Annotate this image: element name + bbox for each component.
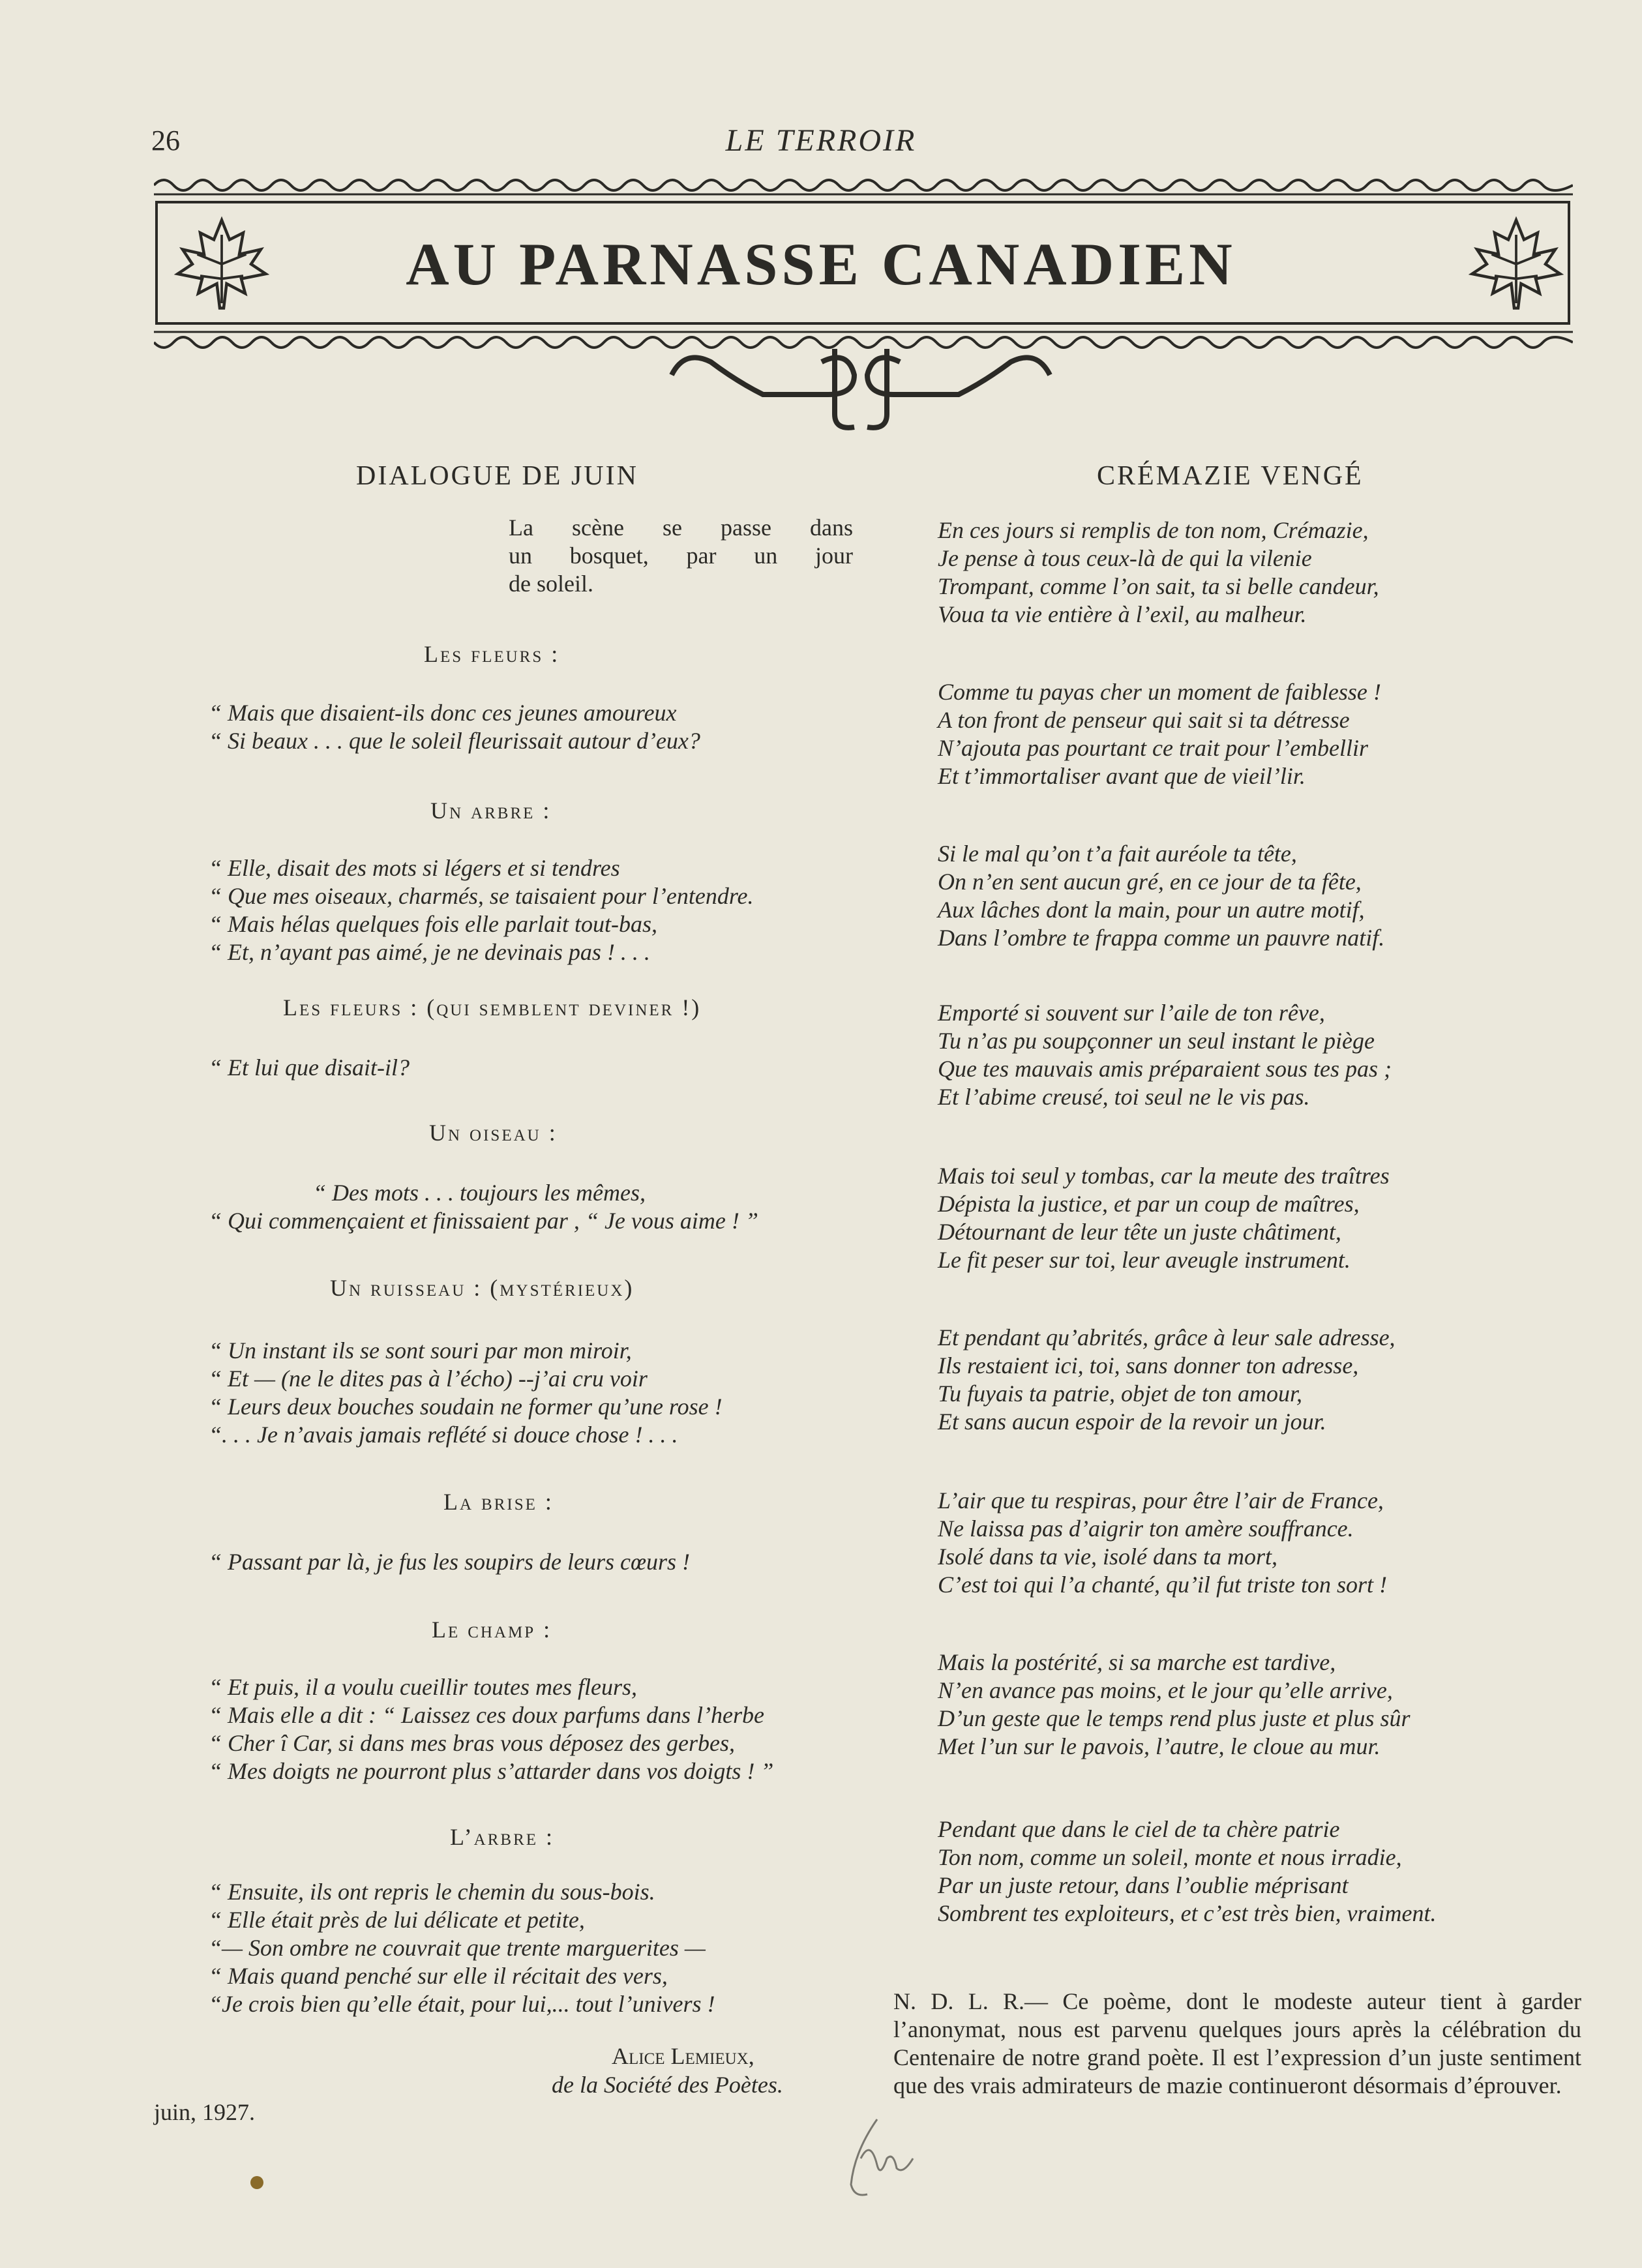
- verse-line: Sombrent tes exploiteurs, et c’est très bien, vraiment.: [938, 1900, 1437, 1926]
- verse-line: Mais la postérité, si sa marche est tardive,: [938, 1649, 1336, 1675]
- editor-note: N. D. L. R.— Ce poème, dont le modeste auteur tient à garder l’anonymat, nous est parvenu quelques jours après la célébration du Centenaire de notre grand poète. Il est l’expression d’un juste sentiment que des vrais admirateurs de mazie continueront désormais d’éprouver.: [893, 1988, 1581, 2098]
- verse-line: “ Si beaux . . . que le soleil fleurissait autour d’eux?: [209, 728, 700, 754]
- verse-line: Et pendant qu’abrités, grâce à leur sale adresse,: [938, 1324, 1396, 1350]
- speaker-label: La brise :: [443, 1489, 554, 1515]
- verse-line: “ Des mots . . . toujours les mêmes,: [313, 1180, 646, 1206]
- verse-line: “ Cher î Car, si dans mes bras vous déposez des gerbes,: [209, 1730, 736, 1756]
- verse-line: “ Passant par là, je fus les soupirs de leurs cœurs !: [209, 1549, 691, 1575]
- verse-line: “ Leurs deux bouches soudain ne former qu’une rose !: [209, 1394, 723, 1420]
- verse-line: “ Et — (ne le dites pas à l’écho) --j’ai cru voir: [209, 1365, 648, 1392]
- verse-line: “ Mais quand penché sur elle il récitait des vers,: [209, 1963, 668, 1989]
- verse-line: Ils restaient ici, toi, sans donner ton adresse,: [938, 1352, 1359, 1379]
- verse-line: N’ajouta pas pourtant ce trait pour l’embellir: [938, 735, 1368, 761]
- page-number: 26: [151, 125, 180, 157]
- verse-line: Si le mal qu’on t’a fait auréole ta tête,: [938, 841, 1297, 867]
- verse-line: Et t’immortaliser avant que de vieil’lir.: [938, 763, 1306, 789]
- verse-line: Comme tu payas cher un moment de faiblesse !: [938, 679, 1381, 705]
- verse-line: “. . . Je n’avais jamais reflété si douce chose ! . . .: [209, 1422, 678, 1448]
- verse-line: “ Mais que disaient-ils donc ces jeunes amoureux: [209, 700, 677, 726]
- verse-line: Ne laissa pas d’aigrir ton amère souffrance.: [938, 1515, 1354, 1542]
- verse-line: “ Elle était près de lui délicate et petite,: [209, 1907, 585, 1933]
- stanza: [938, 1324, 1512, 1436]
- stanza: [209, 854, 754, 966]
- verse-line: “ Mais hélas quelques fois elle parlait tout-bas,: [209, 911, 657, 937]
- verse-line: Et l’abime creusé, toi seul ne le vis pas.: [938, 1084, 1310, 1110]
- verse-line: Par un juste retour, dans l’oublie méprisant: [938, 1872, 1349, 1898]
- verse-line: Tu n’as pu soupçonner un seul instant le piège: [938, 1028, 1375, 1054]
- verse-line: “ Mes doigts ne pourront plus s’attarder dans vos doigts ! ”: [209, 1758, 774, 1784]
- verse-line: D’un geste que le temps rend plus juste et plus sûr: [938, 1705, 1411, 1731]
- stanza: [209, 699, 700, 755]
- speaker-label: L’arbre :: [450, 1824, 555, 1850]
- verse-line: “ Et, n’ayant pas aimé, je ne devinais pas ! . . .: [209, 939, 650, 965]
- scene-line: un bosquet, par un jour: [509, 543, 853, 569]
- verse-line: “Je crois bien qu’elle était, pour lui,... tout l’univers !: [209, 1991, 715, 2017]
- verse-line: C’est toi qui l’a chanté, qu’il fut triste ton sort !: [938, 1572, 1387, 1598]
- author-society: de la Société des Poètes.: [552, 2072, 783, 2098]
- stanza: [209, 1673, 773, 1785]
- author-name: Alice Lemieux,: [612, 2043, 754, 2069]
- stanza: [938, 1487, 1512, 1599]
- stanza: [209, 1054, 410, 1082]
- stanza: [938, 1162, 1512, 1274]
- stanza: [938, 999, 1512, 1111]
- verse-line: Met l’un sur le pavois, l’autre, le cloue au mur.: [938, 1733, 1381, 1759]
- journal-title: LE TERROIR: [725, 123, 917, 158]
- verse-line: Mais toi seul y tombas, car la meute des traîtres: [938, 1163, 1390, 1189]
- flourish-ornament: [659, 336, 1063, 434]
- verse-line: Que tes mauvais amis préparaient sous tes pas ;: [938, 1056, 1392, 1082]
- verse-line: Ton nom, comme un soleil, monte et nous irradie,: [938, 1844, 1402, 1870]
- verse-line: Isolé dans ta vie, isolé dans ta mort,: [938, 1544, 1277, 1570]
- verse-line: Emporté si souvent sur l’aile de ton rêve,: [938, 1000, 1325, 1026]
- verse-line: N’en avance pas moins, et le jour qu’elle arrive,: [938, 1677, 1393, 1703]
- verse-line: Trompant, comme l’on sait, ta si belle candeur,: [938, 573, 1379, 599]
- verse-line: Pendant que dans le ciel de ta chère patrie: [938, 1816, 1340, 1842]
- speaker-label: Le champ :: [432, 1617, 552, 1643]
- verse-line: Le fit peser sur toi, leur aveugle instrument.: [938, 1247, 1351, 1273]
- poem-date: juin, 1927.: [154, 2099, 256, 2125]
- speaker-label: Les fleurs :: [424, 641, 560, 667]
- verse-line: “— Son ombre ne couvrait que trente marguerites —: [209, 1935, 706, 1961]
- stanza: [209, 1878, 715, 2018]
- scene-description: [509, 514, 853, 598]
- verse-line: “ Un instant ils se sont souri par mon miroir,: [209, 1337, 632, 1364]
- stanza: [938, 1649, 1512, 1761]
- verse-line: “ Ensuite, ils ont repris le chemin du sous-bois.: [209, 1879, 655, 1905]
- ornament-border-top: [154, 173, 1573, 197]
- handwritten-mark: [841, 2113, 939, 2204]
- stanza: [209, 1548, 690, 1576]
- verse-line: L’air que tu respiras, pour être l’air de France,: [938, 1487, 1384, 1514]
- stanza: [938, 1815, 1512, 1928]
- verse-line: Aux lâches dont la main, pour un autre motif,: [938, 897, 1365, 923]
- verse-line: “ Que mes oiseaux, charmés, se taisaient pour l’entendre.: [209, 883, 754, 909]
- verse-line: Dans l’ombre te frappa comme un pauvre natif.: [938, 925, 1385, 951]
- speaker-label: Un ruisseau : (mystérieux): [330, 1275, 634, 1301]
- verse-line: En ces jours si remplis de ton nom, Crémazie,: [938, 517, 1369, 543]
- verse-line: Je pense à tous ceux-là de qui la vilenie: [938, 545, 1312, 571]
- verse-line: On n’en sent aucun gré, en ce jour de ta fête,: [938, 869, 1362, 895]
- verse-line: Dépista la justice, et par un coup de maîtres,: [938, 1191, 1360, 1217]
- ink-spot: [250, 2176, 263, 2189]
- verse-line: “ Qui commençaient et finissaient par , “ Je vous aime ! ”: [209, 1208, 758, 1234]
- scene-line: La scène se passe dans: [509, 515, 853, 541]
- scene-line: de soleil.: [509, 571, 593, 597]
- verse-line: “ Et puis, il a voulu cueillir toutes mes fleurs,: [209, 1674, 637, 1700]
- verse-line: “ Elle, disait des mots si légers et si tendres: [209, 855, 620, 881]
- left-poem-title: DIALOGUE DE JUIN: [356, 461, 638, 491]
- stanza: [209, 1337, 723, 1449]
- verse-line: A ton front de penseur qui sait si ta détresse: [938, 707, 1350, 733]
- verse-line: Détournant de leur tête un juste châtiment,: [938, 1219, 1341, 1245]
- verse-line: Et sans aucun espoir de la revoir un jour.: [938, 1409, 1326, 1435]
- stanza: [938, 516, 1512, 629]
- right-poem-title: CRÉMAZIE VENGÉ: [1097, 461, 1364, 491]
- speaker-label: Les fleurs : (qui semblent deviner !): [283, 994, 702, 1021]
- verse-line: “ Et lui que disait-il?: [209, 1054, 410, 1081]
- verse-line: Tu fuyais ta patrie, objet de ton amour,: [938, 1380, 1303, 1407]
- stanza: [938, 678, 1512, 790]
- verse-line: Voua ta vie entière à l’exil, au malheur.: [938, 601, 1307, 627]
- section-banner: AU PARNASSE CANADIEN: [406, 231, 1236, 297]
- speaker-label: Un arbre :: [430, 798, 552, 824]
- verse-line: “ Mais elle a dit : “ Laissez ces doux parfums dans l’herbe: [209, 1702, 764, 1728]
- stanza: [209, 1179, 758, 1235]
- speaker-label: Un oiseau :: [429, 1120, 558, 1146]
- stanza: [938, 840, 1512, 952]
